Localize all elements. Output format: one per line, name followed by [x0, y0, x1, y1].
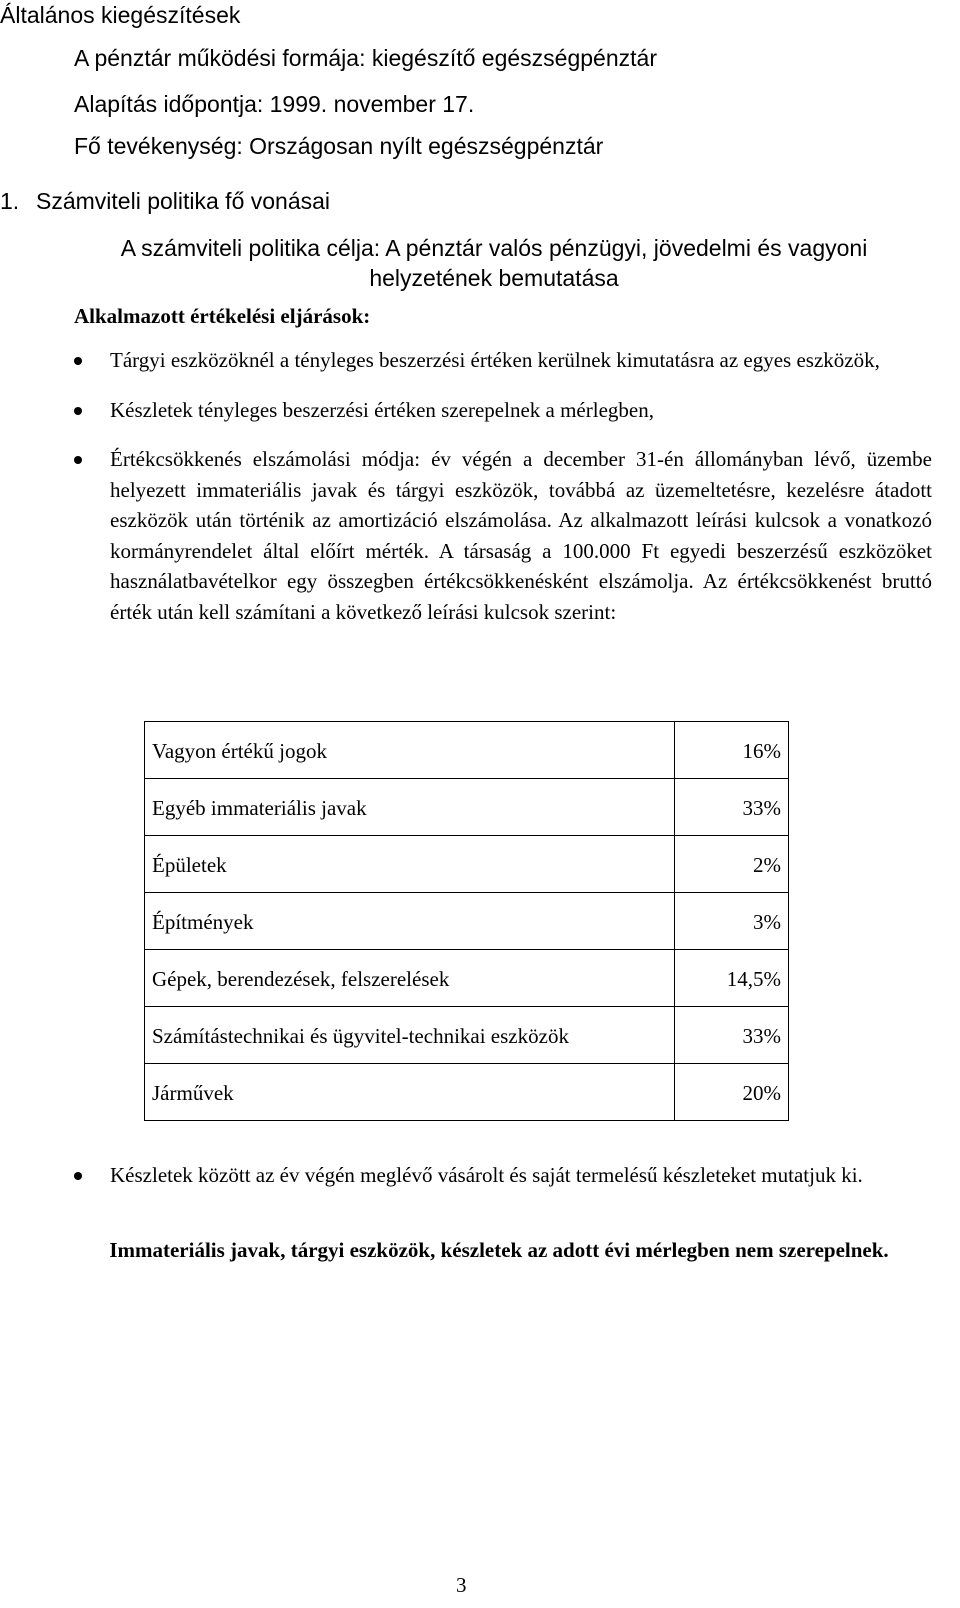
- founding-date-line: Alapítás időpontja: 1999. november 17.: [74, 91, 475, 117]
- page-number: 3: [456, 1573, 467, 1597]
- bullet-text: Tárgyi eszközöknél a tényleges beszerzési értéken kerülnek kimutatásra az egyes eszközök,: [110, 348, 880, 372]
- rate-value: 16%: [675, 722, 789, 779]
- inventory-bullet-list: [74, 1160, 932, 1191]
- section-heading-general: Általános kiegészítések: [0, 2, 241, 28]
- rate-label: Járművek: [145, 1064, 675, 1121]
- table-row: [145, 1064, 789, 1121]
- bullet-dot-icon: [74, 407, 82, 415]
- table-row: [145, 836, 789, 893]
- main-activity-line: Fő tevékenység: Országosan nyílt egészségpénztár: [74, 133, 604, 159]
- rate-value: 33%: [675, 779, 789, 836]
- bullet-dot-icon: [74, 1172, 82, 1180]
- table-row: [145, 779, 789, 836]
- table-row: [145, 722, 789, 779]
- bullet-text: Értékcsökkenés elszámolási módja: év végén a december 31-én állományban lévő, üzembe helyezett immateriális javak és tárgyi eszközök, továbbá az üzemeltetésre, kezelésre átadott eszközök után történik az amortizáció elszámolása. Az alkalmazott leírási kulcsok a vonatkozó kormányrendelet által előírt mérték. A társaság a 100.000 Ft egyedi beszerzésű eszközöket használatbavételkor egy összegben értékcsökkenésként elszámolja. Az értékcsökkenést bruttó érték után kell számítani a következő leírási kulcsok szerint:: [110, 447, 932, 624]
- rate-label: Számítástechnikai és ügyvitel-technikai eszközök: [145, 1007, 675, 1064]
- bullet-dot-icon: [74, 456, 82, 464]
- section-title: Számviteli politika fő vonásai: [36, 188, 331, 214]
- bullet-inventory-year-end: [74, 1160, 932, 1191]
- rate-label: Épületek: [145, 836, 675, 893]
- rate-label: Egyéb immateriális javak: [145, 779, 675, 836]
- bullet-inventory: [74, 395, 932, 426]
- table-row: [145, 1007, 789, 1064]
- methods-heading: Alkalmazott értékelési eljárások:: [74, 304, 371, 328]
- valuation-bullet-list: [74, 345, 932, 627]
- table-row: [145, 950, 789, 1007]
- bullet-fixed-assets: [74, 345, 932, 376]
- rate-label: Vagyon értékű jogok: [145, 722, 675, 779]
- section-number: 1.: [0, 188, 20, 214]
- rate-value: 33%: [675, 1007, 789, 1064]
- rate-value: 14,5%: [675, 950, 789, 1007]
- final-note: Immateriális javak, tárgyi eszközök, készletek az adott évi mérlegben nem szerepelnek.: [109, 1238, 889, 1262]
- section-heading-policy: [0, 188, 330, 215]
- rate-value: 3%: [675, 893, 789, 950]
- rate-label: Építmények: [145, 893, 675, 950]
- policy-goal: A számviteli politika célja: A pénztár valós pénzügyi, jövedelmi és vagyoni helyzetének bemutatása: [120, 235, 868, 291]
- bullet-depreciation: [74, 444, 932, 627]
- table-row: [145, 893, 789, 950]
- bullet-text: Készletek között az év végén meglévő vásárolt és saját termelésű készleteket mutatjuk ki.: [110, 1163, 863, 1187]
- rate-value: 20%: [675, 1064, 789, 1121]
- bullet-text: Készletek tényleges beszerzési értéken szerepelnek a mérlegben,: [110, 397, 654, 422]
- bullet-dot-icon: [74, 357, 82, 365]
- depreciation-rates-table: [144, 721, 789, 1121]
- rate-label: Gépek, berendezések, felszerelések: [145, 950, 675, 1007]
- fund-form-line: A pénztár működési formája: kiegészítő egészségpénztár: [74, 45, 657, 71]
- rate-value: 2%: [675, 836, 789, 893]
